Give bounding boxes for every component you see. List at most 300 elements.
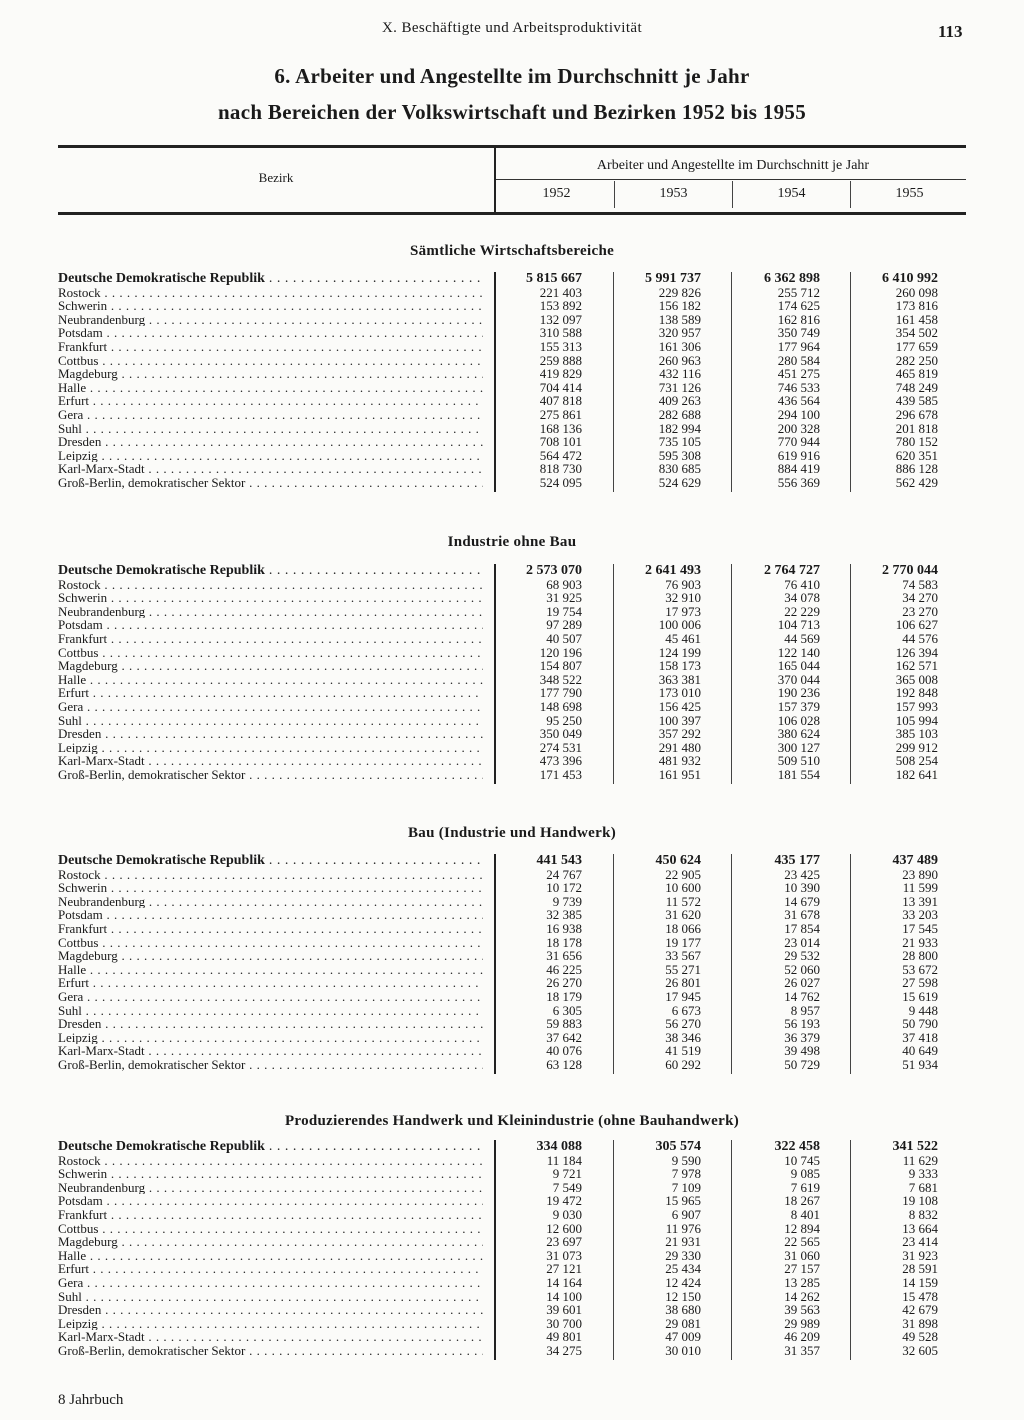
value-cell: 27 598 <box>902 975 938 991</box>
value-cell: 165 044 <box>777 658 820 674</box>
row-label: Erfurt . . . <box>58 976 483 990</box>
section-rows <box>0 1140 1024 1358</box>
value-cell: 363 381 <box>658 671 701 687</box>
value-cell: 173 010 <box>658 685 701 701</box>
row-label: Magdeburg . . . <box>58 367 483 381</box>
row-label: Schwerin . . . <box>58 591 483 605</box>
value-cell: 46 209 <box>784 1329 820 1345</box>
value-cell: 63 128 <box>546 1056 582 1072</box>
table-row <box>0 394 1024 408</box>
value-cell: 39 601 <box>546 1302 582 1318</box>
table-row <box>0 1317 1024 1331</box>
value-cell: 33 567 <box>665 948 701 964</box>
header-year-1954: 1954 <box>777 186 806 201</box>
table-row <box>0 908 1024 922</box>
value-cell: 296 678 <box>895 406 938 422</box>
value-cell: 126 394 <box>895 644 938 660</box>
row-label: Groß-Berlin, demokratischer Sektor . . . <box>58 1058 483 1072</box>
value-cell: 32 385 <box>546 907 582 923</box>
table-row <box>0 768 1024 782</box>
value-cell: 173 816 <box>895 298 938 314</box>
value-cell: 509 510 <box>777 753 820 769</box>
column-separator <box>731 854 732 1074</box>
row-label: Dresden . . . <box>58 727 483 741</box>
row-label: Suhl . . . <box>58 714 483 728</box>
value-cell: 6 305 <box>552 1002 582 1018</box>
value-cell: 274 531 <box>539 739 582 755</box>
row-label: Cottbus . . . <box>58 646 483 660</box>
value-cell: 731 126 <box>658 379 701 395</box>
value-cell: 97 289 <box>546 617 582 633</box>
value-cell: 221 403 <box>539 284 582 300</box>
value-cell: 18 267 <box>784 1193 820 1209</box>
value-cell: 12 424 <box>665 1274 701 1290</box>
table-row <box>0 895 1024 909</box>
row-label: Potsdam . . . <box>58 326 483 340</box>
value-cell: 11 599 <box>902 880 938 896</box>
value-cell: 200 328 <box>777 420 820 436</box>
row-label: Dresden . . . <box>58 1303 483 1317</box>
table-row-total <box>0 564 1024 578</box>
value-cell: 2 764 727 <box>764 563 820 578</box>
value-cell: 14 159 <box>902 1274 938 1290</box>
row-label: Leipzig . . . <box>58 1317 483 1331</box>
value-cell: 68 903 <box>546 576 582 592</box>
value-cell: 13 285 <box>784 1274 820 1290</box>
value-cell: 6 907 <box>671 1206 701 1222</box>
header-year-1955: 1955 <box>895 186 924 201</box>
row-label: Halle . . . <box>58 381 483 395</box>
value-cell: 177 659 <box>895 338 938 354</box>
value-cell: 18 179 <box>546 988 582 1004</box>
column-separator <box>731 1140 732 1360</box>
table-row <box>0 1017 1024 1031</box>
value-cell: 7 549 <box>552 1179 582 1195</box>
value-cell: 291 480 <box>658 739 701 755</box>
value-cell: 9 030 <box>552 1206 582 1222</box>
value-cell: 11 572 <box>665 893 701 909</box>
table-row-total <box>0 272 1024 286</box>
value-cell: 6 410 992 <box>882 271 938 286</box>
header-caption: Arbeiter und Angestellte im Durchschnitt je Jahr <box>596 158 870 173</box>
header-bezirk: Bezirk <box>258 170 294 185</box>
value-cell: 14 679 <box>784 893 820 909</box>
column-separator <box>731 564 732 784</box>
value-cell: 177 790 <box>539 685 582 701</box>
value-cell: 22 229 <box>784 603 820 619</box>
value-cell: 16 938 <box>546 920 582 936</box>
value-cell: 818 730 <box>539 461 582 477</box>
table-row <box>0 313 1024 327</box>
value-cell: 23 890 <box>902 866 938 882</box>
value-cell: 10 390 <box>784 880 820 896</box>
value-cell: 15 478 <box>902 1288 938 1304</box>
section-title: Sämtliche Wirtschaftsbereiche <box>409 243 615 259</box>
value-cell: 524 629 <box>658 474 701 490</box>
table-row <box>0 435 1024 449</box>
value-cell: 182 641 <box>895 766 938 782</box>
row-label: Deutsche Demokratische Republik . . . <box>58 564 483 578</box>
value-cell: 23 425 <box>784 866 820 882</box>
value-cell: 201 818 <box>895 420 938 436</box>
column-separator <box>850 1140 851 1360</box>
section-title: Produzierendes Handwerk und Kleinindustrie (ohne Bauhandwerk) <box>284 1113 740 1129</box>
value-cell: 23 697 <box>546 1234 582 1250</box>
table-row <box>0 354 1024 368</box>
row-label: Erfurt . . . <box>58 1262 483 1276</box>
row-label: Neubrandenburg . . . <box>58 605 483 619</box>
value-cell: 46 225 <box>546 961 582 977</box>
value-cell: 9 721 <box>552 1166 582 1182</box>
value-cell: 11 976 <box>665 1220 701 1236</box>
value-cell: 32 605 <box>902 1342 938 1358</box>
value-cell: 11 184 <box>546 1152 582 1168</box>
value-cell: 76 410 <box>784 576 820 592</box>
value-cell: 12 600 <box>546 1220 582 1236</box>
row-label: Neubrandenburg . . . <box>58 313 483 327</box>
value-cell: 106 627 <box>895 617 938 633</box>
value-cell: 32 910 <box>665 590 701 606</box>
table-row <box>0 1235 1024 1249</box>
row-label: Dresden . . . <box>58 435 483 449</box>
value-cell: 25 434 <box>665 1261 701 1277</box>
row-label: Karl-Marx-Stadt . . . <box>58 754 483 768</box>
value-cell: 52 060 <box>784 961 820 977</box>
value-cell: 31 898 <box>902 1315 938 1331</box>
table-row <box>0 1058 1024 1072</box>
value-cell: 439 585 <box>895 393 938 409</box>
value-cell: 161 458 <box>895 311 938 327</box>
value-cell: 162 571 <box>895 658 938 674</box>
row-label: Schwerin . . . <box>58 1167 483 1181</box>
value-cell: 450 624 <box>655 853 701 868</box>
row-label: Cottbus . . . <box>58 936 483 950</box>
row-label: Frankfurt . . . <box>58 1208 483 1222</box>
value-cell: 2 573 070 <box>526 563 582 578</box>
value-cell: 14 762 <box>784 988 820 1004</box>
value-cell: 619 916 <box>777 447 820 463</box>
value-cell: 9 739 <box>552 893 582 909</box>
value-cell: 15 965 <box>665 1193 701 1209</box>
section-rows <box>0 272 1024 490</box>
table-title-line-2: nach Bereichen der Volkswirtschaft und Bezirken 1952 bis 1955 <box>217 100 807 124</box>
table-row <box>0 476 1024 490</box>
value-cell: 31 656 <box>546 948 582 964</box>
table-row <box>0 326 1024 340</box>
value-cell: 708 101 <box>539 434 582 450</box>
row-label: Magdeburg . . . <box>58 659 483 673</box>
row-label: Rostock . . . <box>58 286 483 300</box>
row-label: Gera . . . <box>58 1276 483 1290</box>
table-row <box>0 881 1024 895</box>
value-cell: 182 994 <box>658 420 701 436</box>
value-cell: 473 396 <box>539 753 582 769</box>
value-cell: 10 600 <box>665 880 701 896</box>
value-cell: 41 519 <box>665 1043 701 1059</box>
table-row <box>0 462 1024 476</box>
value-cell: 18 066 <box>665 920 701 936</box>
value-cell: 27 121 <box>546 1261 582 1277</box>
row-label: Leipzig . . . <box>58 741 483 755</box>
value-cell: 294 100 <box>777 406 820 422</box>
value-cell: 23 014 <box>784 934 820 950</box>
value-cell: 154 807 <box>539 658 582 674</box>
row-label: Schwerin . . . <box>58 881 483 895</box>
table-row <box>0 1276 1024 1290</box>
table-row <box>0 1290 1024 1304</box>
value-cell: 100 397 <box>658 712 701 728</box>
value-cell: 29 532 <box>784 948 820 964</box>
value-cell: 31 357 <box>784 1342 820 1358</box>
value-cell: 30 010 <box>665 1342 701 1358</box>
value-cell: 29 081 <box>665 1315 701 1331</box>
value-cell: 26 027 <box>784 975 820 991</box>
table-row <box>0 605 1024 619</box>
value-cell: 38 346 <box>665 1029 701 1045</box>
table-row <box>0 727 1024 741</box>
table-row <box>0 990 1024 1004</box>
value-cell: 42 679 <box>902 1302 938 1318</box>
column-separator <box>494 564 496 784</box>
row-label: Magdeburg . . . <box>58 1235 483 1249</box>
value-cell: 10 172 <box>546 880 582 896</box>
value-cell: 260 963 <box>658 352 701 368</box>
value-cell: 148 698 <box>539 698 582 714</box>
value-cell: 124 199 <box>658 644 701 660</box>
row-label: Leipzig . . . <box>58 449 483 463</box>
value-cell: 31 060 <box>784 1247 820 1263</box>
section-title: Industrie ohne Bau <box>447 534 577 550</box>
value-cell: 177 964 <box>777 338 820 354</box>
table-row <box>0 963 1024 977</box>
value-cell: 38 680 <box>665 1302 701 1318</box>
value-cell: 11 629 <box>902 1152 938 1168</box>
section-rows <box>0 854 1024 1072</box>
row-label: Halle . . . <box>58 673 483 687</box>
value-cell: 40 076 <box>546 1043 582 1059</box>
value-cell: 341 522 <box>892 1139 938 1154</box>
value-cell: 17 545 <box>902 920 938 936</box>
row-label: Cottbus . . . <box>58 354 483 368</box>
value-cell: 8 957 <box>790 1002 820 1018</box>
value-cell: 322 458 <box>774 1139 820 1154</box>
value-cell: 2 770 044 <box>882 563 938 578</box>
value-cell: 59 883 <box>546 1016 582 1032</box>
row-label: Rostock . . . <box>58 1154 483 1168</box>
value-cell: 437 489 <box>892 853 938 868</box>
value-cell: 14 262 <box>784 1288 820 1304</box>
table-row <box>0 922 1024 936</box>
value-cell: 31 678 <box>784 907 820 923</box>
value-cell: 37 418 <box>902 1029 938 1045</box>
table-row <box>0 646 1024 660</box>
value-cell: 34 078 <box>784 590 820 606</box>
value-cell: 34 275 <box>546 1342 582 1358</box>
table-row <box>0 367 1024 381</box>
value-cell: 357 292 <box>658 726 701 742</box>
value-cell: 27 157 <box>784 1261 820 1277</box>
value-cell: 350 749 <box>777 325 820 341</box>
table-row <box>0 1208 1024 1222</box>
value-cell: 320 957 <box>658 325 701 341</box>
value-cell: 33 203 <box>902 907 938 923</box>
column-separator <box>494 1140 496 1360</box>
value-cell: 9 590 <box>671 1152 701 1168</box>
value-cell: 55 271 <box>665 961 701 977</box>
value-cell: 524 095 <box>539 474 582 490</box>
value-cell: 595 308 <box>658 447 701 463</box>
value-cell: 138 589 <box>658 311 701 327</box>
value-cell: 8 401 <box>790 1206 820 1222</box>
value-cell: 6 362 898 <box>764 271 820 286</box>
value-cell: 106 028 <box>777 712 820 728</box>
table-row <box>0 659 1024 673</box>
row-label: Rostock . . . <box>58 868 483 882</box>
row-label: Potsdam . . . <box>58 1194 483 1208</box>
value-cell: 21 933 <box>902 934 938 950</box>
table-row <box>0 1249 1024 1263</box>
table-row <box>0 408 1024 422</box>
value-cell: 12 894 <box>784 1220 820 1236</box>
table-title-line-1: 6. Arbeiter und Angestellte im Durchschnitt je Jahr <box>274 64 750 88</box>
table-row <box>0 686 1024 700</box>
value-cell: 7 978 <box>671 1166 701 1182</box>
value-cell: 161 951 <box>658 766 701 782</box>
value-cell: 886 128 <box>895 461 938 477</box>
value-cell: 884 419 <box>777 461 820 477</box>
value-cell: 451 275 <box>777 366 820 382</box>
value-cell: 31 073 <box>546 1247 582 1263</box>
value-cell: 45 461 <box>665 630 701 646</box>
row-label: Groß-Berlin, demokratischer Sektor . . . <box>58 1344 483 1358</box>
value-cell: 19 177 <box>665 934 701 950</box>
value-cell: 24 767 <box>546 866 582 882</box>
value-cell: 280 584 <box>777 352 820 368</box>
value-cell: 122 140 <box>777 644 820 660</box>
value-cell: 158 173 <box>658 658 701 674</box>
row-label: Deutsche Demokratische Republik . . . <box>58 272 483 286</box>
value-cell: 465 819 <box>895 366 938 382</box>
value-cell: 735 105 <box>658 434 701 450</box>
value-cell: 7 109 <box>671 1179 701 1195</box>
value-cell: 181 554 <box>777 766 820 782</box>
value-cell: 19 754 <box>546 603 582 619</box>
row-label: Gera . . . <box>58 408 483 422</box>
value-cell: 385 103 <box>895 726 938 742</box>
row-label: Neubrandenburg . . . <box>58 895 483 909</box>
value-cell: 132 097 <box>539 311 582 327</box>
value-cell: 120 196 <box>539 644 582 660</box>
value-cell: 190 236 <box>777 685 820 701</box>
value-cell: 15 619 <box>902 988 938 1004</box>
table-row <box>0 286 1024 300</box>
value-cell: 49 801 <box>546 1329 582 1345</box>
page-footer: 8 Jahrbuch <box>58 1392 124 1408</box>
value-cell: 37 642 <box>546 1029 582 1045</box>
value-cell: 104 713 <box>777 617 820 633</box>
value-cell: 22 905 <box>665 866 701 882</box>
table-row <box>0 1330 1024 1344</box>
value-cell: 6 673 <box>671 1002 701 1018</box>
value-cell: 105 994 <box>895 712 938 728</box>
row-label: Suhl . . . <box>58 1004 483 1018</box>
value-cell: 259 888 <box>539 352 582 368</box>
value-cell: 260 098 <box>895 284 938 300</box>
value-cell: 5 991 737 <box>645 271 701 286</box>
table-row <box>0 714 1024 728</box>
row-label: Karl-Marx-Stadt . . . <box>58 462 483 476</box>
value-cell: 156 425 <box>658 698 701 714</box>
value-cell: 299 912 <box>895 739 938 755</box>
value-cell: 22 565 <box>784 1234 820 1250</box>
header-rule <box>496 179 966 180</box>
section-title: Bau (Industrie und Handwerk) <box>407 825 617 841</box>
value-cell: 36 379 <box>784 1029 820 1045</box>
value-cell: 47 009 <box>665 1329 701 1345</box>
row-label: Deutsche Demokratische Republik . . . <box>58 854 483 868</box>
row-label: Cottbus . . . <box>58 1222 483 1236</box>
table-row <box>0 591 1024 605</box>
value-cell: 9 333 <box>908 1166 938 1182</box>
table-row <box>0 618 1024 632</box>
value-cell: 7 619 <box>790 1179 820 1195</box>
value-cell: 34 270 <box>902 590 938 606</box>
value-cell: 56 270 <box>665 1016 701 1032</box>
page-number: 113 <box>938 22 963 41</box>
row-label: Schwerin . . . <box>58 299 483 313</box>
value-cell: 556 369 <box>777 474 820 490</box>
value-cell: 74 583 <box>902 576 938 592</box>
value-cell: 157 379 <box>777 698 820 714</box>
value-cell: 17 973 <box>665 603 701 619</box>
value-cell: 564 472 <box>539 447 582 463</box>
table-row <box>0 1303 1024 1317</box>
row-label: Potsdam . . . <box>58 908 483 922</box>
value-cell: 350 049 <box>539 726 582 742</box>
table-row <box>0 578 1024 592</box>
value-cell: 365 008 <box>895 671 938 687</box>
row-label: Halle . . . <box>58 1249 483 1263</box>
column-separator <box>850 272 851 492</box>
value-cell: 161 306 <box>658 338 701 354</box>
column-separator <box>850 564 851 784</box>
value-cell: 419 829 <box>539 366 582 382</box>
table-row <box>0 1167 1024 1181</box>
table-row <box>0 976 1024 990</box>
row-label: Gera . . . <box>58 990 483 1004</box>
value-cell: 620 351 <box>895 447 938 463</box>
value-cell: 53 672 <box>902 961 938 977</box>
column-separator <box>494 272 496 492</box>
value-cell: 21 931 <box>665 1234 701 1250</box>
column-separator <box>613 272 614 492</box>
value-cell: 95 250 <box>546 712 582 728</box>
column-separator <box>850 854 851 1074</box>
value-cell: 305 574 <box>655 1139 701 1154</box>
value-cell: 348 522 <box>539 671 582 687</box>
value-cell: 26 801 <box>665 975 701 991</box>
value-cell: 44 569 <box>784 630 820 646</box>
table-row <box>0 1222 1024 1236</box>
value-cell: 76 903 <box>665 576 701 592</box>
header-year-1952: 1952 <box>542 186 571 201</box>
value-cell: 174 625 <box>777 298 820 314</box>
value-cell: 49 528 <box>902 1329 938 1345</box>
value-cell: 39 563 <box>784 1302 820 1318</box>
value-cell: 562 429 <box>895 474 938 490</box>
value-cell: 12 150 <box>665 1288 701 1304</box>
value-cell: 23 414 <box>902 1234 938 1250</box>
